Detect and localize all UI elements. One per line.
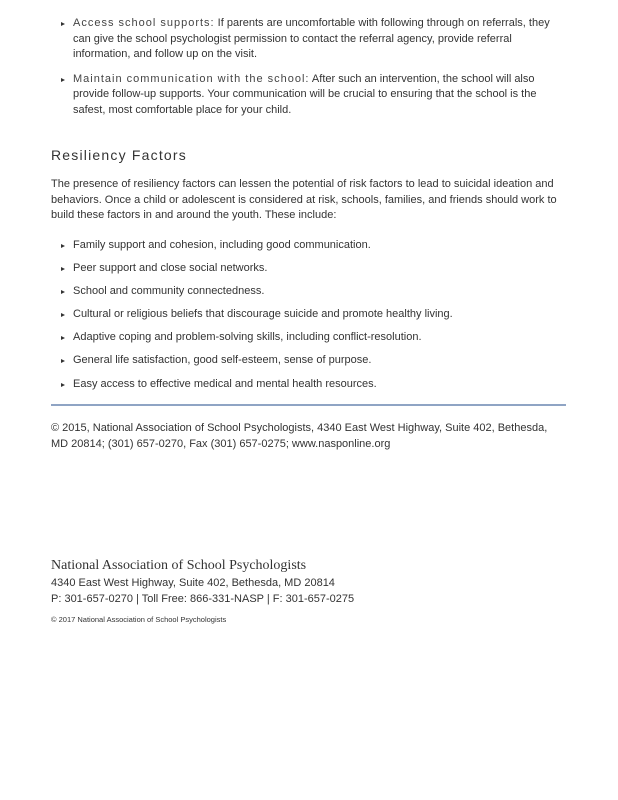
list-item — [51, 16, 566, 63]
tip-lead: Maintain communication with the school: — [73, 72, 310, 85]
list-item: Family support and cohesion, including good communication. — [51, 238, 566, 254]
list-item: School and community connectedness. — [51, 284, 566, 300]
copyright-notice: © 2015, National Association of School Psychologists, 4340 East West Highway, Suite 402, Bethesda, MD 20814; (301) 657-0270, Fax (301) 657-0275; www.nasponline.org — [51, 422, 548, 450]
footer-phones: P: 301-657-0270 | Toll Free: 866-331-NASP | F: 301-657-0275 — [51, 593, 355, 605]
resiliency-factors-list — [51, 238, 566, 400]
tip-text: If parents are uncomfortable with following through on referrals, they can give the school psychologist permission to contact the referral agency, provide referral information, and follow up on the visit. — [73, 17, 550, 60]
list-item: Cultural or religious beliefs that discourage suicide and promote healthy living. — [51, 307, 566, 323]
list-item: Peer support and close social networks. — [51, 261, 566, 277]
footer-org-name: National Association of School Psychologists — [51, 558, 307, 573]
divider — [51, 404, 566, 406]
list-item: Easy access to effective medical and mental health resources. — [51, 377, 566, 393]
footer-copyright: © 2017 National Association of School Psychologists — [51, 615, 227, 624]
list-item: Adaptive coping and problem-solving skills, including conflict-resolution. — [51, 330, 566, 346]
list-item — [51, 72, 566, 119]
section-heading: Resiliency Factors — [51, 147, 187, 163]
support-tips-list — [51, 16, 566, 127]
footer-address: 4340 East West Highway, Suite 402, Bethesda, MD 20814 — [51, 577, 335, 589]
list-item: General life satisfaction, good self-esteem, sense of purpose. — [51, 353, 566, 369]
tip-lead: Access school supports: — [73, 17, 215, 29]
tip-text: After such an intervention, the school will also provide follow-up supports. Your communication will be crucial to ensuring that the school is the safest, most comfortable place for your child. — [73, 72, 537, 116]
section-intro: The presence of resiliency factors can lessen the potential of risk factors to lead to suicidal ideation and behaviors. Once a child or adolescent is considered at risk, schools, families, and friends should work to build these factors in and around the youth. These include: — [51, 178, 557, 221]
